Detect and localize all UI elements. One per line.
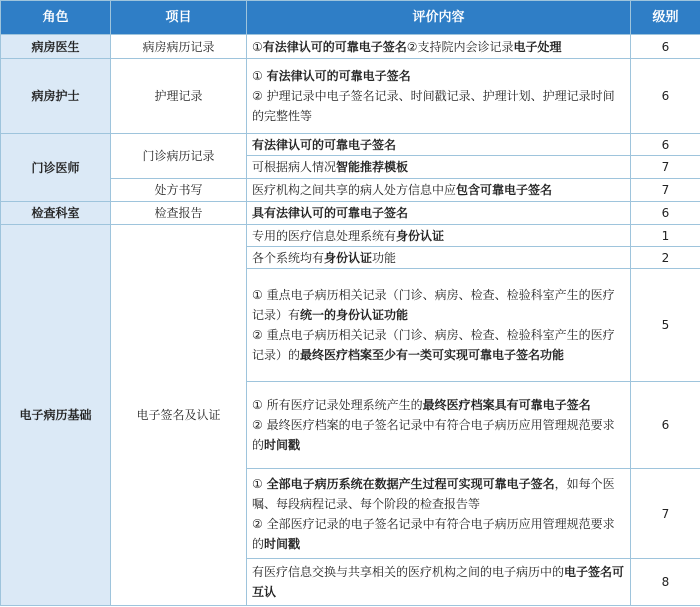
level-cell: 6 [631,35,700,59]
item-cell: 检查报告 [111,202,247,225]
content-text-bold: 有法律认可的可靠电子签名 [266,69,411,83]
content-text-bold: 具有法律认可的可靠电子签名 [252,206,409,220]
content-text-bold: 有法律认可的可靠电子签名 [252,137,397,152]
content-cell [247,559,631,606]
content-text-bold: 电子处理 [513,39,562,54]
content-text-bold: 有法律认可的可靠电子签名 [262,39,407,54]
role-cell: 病房医生 [1,35,111,59]
item-cell: 护理记录 [111,59,247,134]
content-text-bold: 身份认证 [324,250,373,265]
header-level: 级别 [631,1,700,35]
content-text: 功能 [372,250,397,265]
content-cell [247,202,631,225]
table-row [1,59,700,134]
level-cell: 6 [631,202,700,225]
header-item: 项目 [111,1,247,35]
content-text-bold: 包含可靠电子签名 [456,183,553,197]
role-cell: 门诊医师 [1,134,111,202]
role-cell: 检查科室 [1,202,111,225]
content-cell [247,156,631,179]
item-cell: 电子签名及认证 [111,225,247,606]
table-row [1,202,700,225]
content-text: ① [252,476,267,491]
content-text: 各个系统均有 [252,250,325,265]
content-text-bold: 最终医疗档案具有可靠电子签名 [422,398,591,412]
level-cell: 7 [631,469,700,559]
content-cell [247,247,631,269]
level-cell: 6 [631,59,700,134]
content-text-bold: 电子签名可互认 [252,565,625,599]
content-text: ，如每个医嘱、每段病程记录、每个阶段的检查报告等 [252,476,615,511]
content-text: ② 护理记录中电子签名记录、时间戳记录、护理计划、护理记录时间的完整性等 [252,89,615,123]
content-text-bold: 时间戳 [264,536,301,551]
level-cell: 7 [631,179,700,202]
content-cell [247,382,631,469]
content-text-bold: 时间戳 [264,438,301,452]
content-cell [247,134,631,156]
content-cell [247,35,631,59]
content-text: 可根据病人情况 [252,160,337,174]
content-cell [247,269,631,382]
table-header-row [1,1,700,35]
role-cell: 电子病历基础 [1,225,111,606]
header-content: 评价内容 [247,1,631,35]
content-text: ② 重点电子病历相关记录（门诊、病房、检查、检验科室产生的医疗记录）的 [252,328,615,362]
table-row [1,134,700,156]
content-text: ②支持院内会诊记录 [406,39,514,54]
content-cell [247,179,631,202]
level-cell: 2 [631,247,700,269]
content-cell [247,225,631,247]
content-text: 专用的医疗信息处理系统有 [252,228,397,243]
level-cell: 1 [631,225,700,247]
content-text: ① 所有医疗记录处理系统产生的 [252,398,423,412]
content-text-bold: 最终医疗档案至少有一类可实现可靠电子签名功能 [300,348,565,362]
content-text: ① [252,39,263,54]
level-cell: 6 [631,134,700,156]
item-cell: 处方书写 [111,179,247,202]
item-cell: 病房病历记录 [111,35,247,59]
content-text-bold: 全部电子病历系统在数据产生过程可实现可靠电子签名 [266,476,555,491]
role-cell: 病房护士 [1,59,111,134]
content-text-bold: 统一的身份认证功能 [300,308,409,322]
table-row [1,35,700,59]
content-text: 有医疗信息交换与共享相关的医疗机构之间的电子病历中的 [252,565,565,579]
content-cell [247,469,631,559]
level-cell: 6 [631,382,700,469]
level-cell: 8 [631,559,700,606]
header-role: 角色 [1,1,111,35]
level-cell: 5 [631,269,700,382]
content-text-bold: 智能推荐模板 [336,160,409,174]
table-row [1,225,700,247]
content-text: ② 全部医疗记录的电子签名记录中有符合电子病历应用管理规范要求的 [252,516,615,551]
content-text: ① [252,69,267,83]
content-text: ① 重点电子病历相关记录（门诊、病房、检查、检验科室产生的医疗记录）有 [252,288,615,322]
content-cell [247,59,631,134]
level-cell: 7 [631,156,700,179]
content-text-bold: 身份认证 [396,228,445,243]
item-cell: 门诊病历记录 [111,134,247,179]
content-text: 医疗机构之间共享的病人处方信息中应 [252,183,457,197]
content-text: ② 最终医疗档案的电子签名记录中有符合电子病历应用管理规范要求的 [252,418,615,452]
